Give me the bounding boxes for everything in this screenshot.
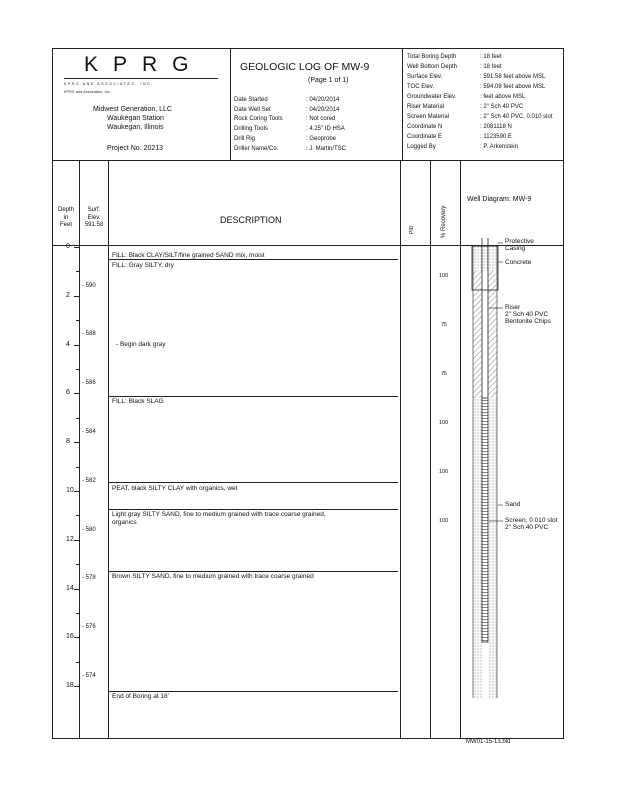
- col-header-description: DESCRIPTION: [220, 215, 282, 225]
- well-label-2: Surface Elev.: [407, 74, 443, 80]
- label-casing-1: Protective: [505, 238, 534, 245]
- label-casing-2: Casing: [505, 245, 526, 252]
- col-header-pid: PID: [409, 225, 415, 234]
- well-label-7: Coordinate N: [407, 124, 443, 130]
- drill-label-2: Rock Coring Tools: [234, 116, 283, 123]
- well-label-4: Groundwater Elev.: [407, 94, 457, 100]
- client-city: Waukegan, Illinois: [107, 124, 164, 131]
- client-name: Midwest Generation, LLC: [93, 106, 172, 113]
- description-5: Light gray SILTY SAND, fine to medium grained with trace coarse grained,: [112, 511, 326, 518]
- well-label-3: TOC Elev.: [407, 84, 435, 90]
- well-value-2: : 591.58 feet above MSL: [480, 74, 546, 80]
- col-header-recovery: % Recovery: [441, 205, 447, 238]
- project-number: Project No. 20213: [107, 145, 164, 152]
- drill-value-0: : 04/20/2014: [306, 97, 340, 103]
- label-riser-2: 2" Sch 40 PVC: [505, 311, 549, 318]
- description-2: - Begin dark gray: [116, 341, 166, 348]
- drill-label-0: Date Started: [234, 97, 268, 103]
- well-value-6: : 2" Sch 40 PVC, 0.010 slot: [480, 114, 553, 120]
- well-value-9: : P. Arkenstein: [480, 144, 518, 150]
- recovery-2: 75: [441, 371, 448, 377]
- well-value-3: : 594.08 feet above MSL: [480, 84, 546, 90]
- page-title: GEOLOGIC LOG OF MW-9: [240, 61, 370, 73]
- recovery-1: 75: [441, 322, 448, 328]
- screen-slots: [482, 398, 488, 642]
- elev-label-588: - 588: [82, 331, 96, 338]
- recovery-4: 100: [439, 469, 449, 475]
- well-label-5: Riser Material: [407, 104, 445, 110]
- label-concrete: Concrete: [505, 259, 532, 266]
- sand-right: [488, 398, 497, 698]
- drill-value-2: : Not cored: [306, 116, 336, 123]
- elev-label-580: - 580: [82, 526, 96, 533]
- well-value-0: : 18 feet: [480, 54, 502, 60]
- col-header-surf: Surf. Elev. 591.58: [84, 207, 104, 228]
- recovery-3: 100: [439, 420, 449, 426]
- label-riser-3: Bentonite Chips: [505, 318, 551, 325]
- company-subtag: KPRG and Associates, Inc.: [64, 90, 112, 94]
- drill-label-1: Date Well Set: [234, 106, 271, 113]
- drill-label-5: Driller Name/Co.: [234, 145, 279, 152]
- elev-label-574: - 574: [82, 672, 96, 679]
- well-value-1: : 18 feet: [480, 64, 502, 70]
- depth-label-4: 4: [66, 340, 70, 348]
- bentonite-right: [488, 271, 497, 398]
- drill-value-3: : 4.25" ID HSA: [306, 126, 345, 133]
- depth-label-2: 2: [66, 291, 70, 299]
- depth-label-10: 10: [66, 487, 74, 494]
- depth-label-6: 6: [66, 389, 70, 397]
- description-6: organics: [112, 519, 137, 526]
- concrete-fill: [473, 246, 497, 271]
- description-1: FILL: Gray SILTY, dry: [112, 262, 174, 269]
- depth-label-12: 12: [66, 535, 74, 543]
- sand-left: [473, 398, 482, 698]
- bentonite-left: [473, 271, 482, 398]
- client-station: Waukegan Station: [107, 115, 164, 122]
- depth-label-18: 18: [66, 682, 74, 690]
- description-3: FILL: Black SLAG: [112, 398, 164, 405]
- label-sand: Sand: [505, 501, 521, 508]
- well-label-9: Logged By: [407, 144, 436, 150]
- company-tagline: KPRG AND ASSOCIATES, INC.: [64, 82, 154, 86]
- description-7: Brown SILTY SAND, fine to medium grained with trace coarse grained: [112, 573, 314, 580]
- description-8: End of Boring at 18': [112, 693, 169, 700]
- depth-label-16: 16: [66, 633, 74, 641]
- well-label-6: Screen Material: [407, 114, 450, 120]
- drill-value-1: : 04/20/2014: [306, 106, 340, 113]
- recovery-0: 100: [439, 273, 449, 279]
- well-value-7: : 2081118 N: [480, 124, 512, 130]
- label-riser-1: Riser: [505, 304, 521, 311]
- elev-label-590: - 590: [82, 282, 96, 289]
- col-header-depth: Depth in Feet: [57, 207, 74, 228]
- drill-value-4: : Geoprobe: [306, 135, 337, 142]
- elev-label-582: - 582: [82, 477, 96, 484]
- page-number: (Page 1 of 1): [308, 77, 349, 84]
- description-0: FILL: Black CLAY/SILT/fine grained SAND mix, moist: [112, 252, 265, 259]
- well-label-8: Coordinate E: [407, 134, 443, 140]
- depth-label-0: 0: [66, 243, 70, 250]
- drill-value-5: : J. Martin/TSC: [306, 145, 347, 152]
- elev-label-586: - 586: [82, 380, 96, 387]
- well-value-4: : feet above MSL: [480, 94, 526, 100]
- depth-label-8: 8: [66, 438, 70, 446]
- label-screen-2: 2" Sch 40 PVC: [505, 524, 549, 531]
- well-value-8: : 1123590 E: [480, 134, 512, 140]
- description-4: PEAT, black SILTY CLAY with organics, wet: [112, 485, 238, 492]
- recovery-5: 100: [439, 518, 449, 524]
- well-value-5: : 2" Sch 40 PVC: [480, 104, 524, 110]
- elev-label-576: - 576: [82, 624, 96, 631]
- elev-label-584: - 584: [82, 428, 96, 435]
- company-logo: KPRG: [84, 53, 204, 76]
- drill-label-4: Drill Rig: [234, 135, 255, 142]
- well-label-0: Total Boring Depth: [407, 54, 457, 60]
- well-label-1: Well Bottom Depth: [407, 64, 457, 70]
- depth-label-14: 14: [66, 584, 74, 592]
- elev-label-578: - 578: [82, 575, 96, 582]
- col-header-well: Well Diagram: MW-9: [467, 196, 532, 203]
- footer-file: MW01-15-13.bld: [466, 739, 511, 745]
- drill-label-3: Drilling Tools: [234, 126, 268, 133]
- label-screen-1: Screen, 0.010 slot: [505, 517, 558, 524]
